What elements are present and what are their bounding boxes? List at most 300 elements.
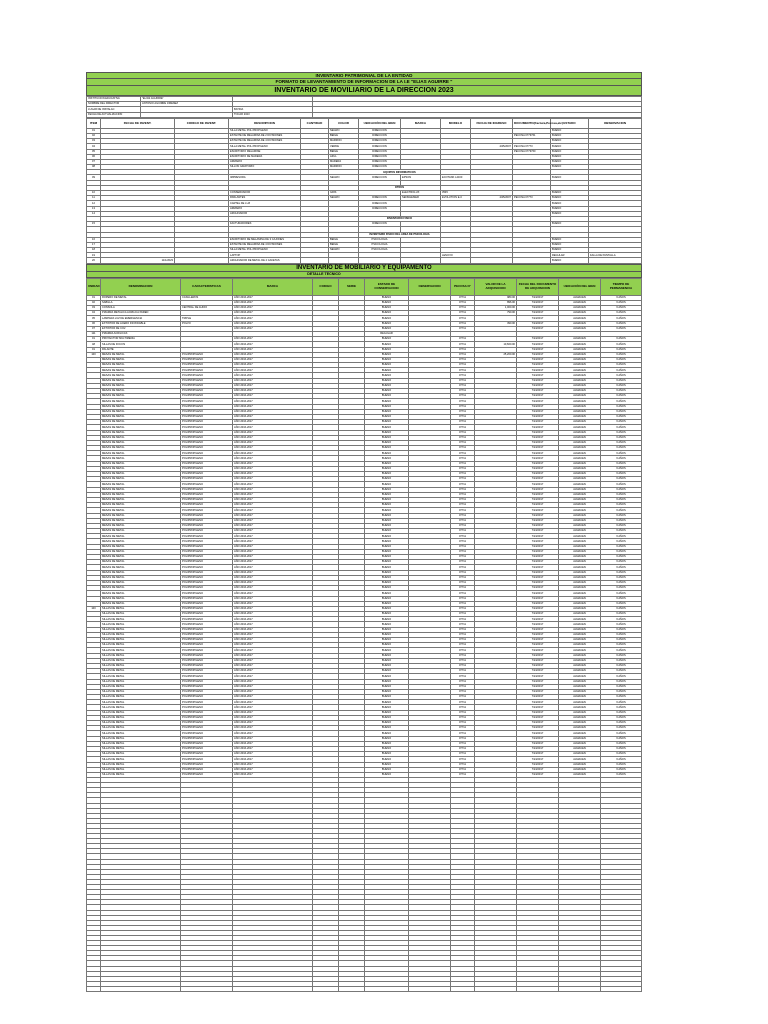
cell-ubicacion: ALMACEN — [559, 606, 601, 611]
cell-denominacion: MESAS DE METAL — [101, 529, 181, 534]
cell-ubic: DIRECCION — [359, 165, 401, 170]
cell-estado: BUENO — [551, 211, 589, 216]
cell-fecha: 7/24/2017 — [517, 539, 559, 544]
cell-estado: BUENO — [365, 632, 409, 637]
cell-tiempo: 6 AÑOS — [601, 368, 642, 373]
cell-pecosa: 07711 — [451, 430, 475, 435]
cell-caracteristicas: POLIPROPILENO — [181, 466, 233, 471]
cell-caracteristicas: POLIPROPILENO — [181, 684, 233, 689]
cell-fecha: 7/24/2017 — [517, 555, 559, 560]
cell-ubicacion: ALMACEN — [559, 643, 601, 648]
table1-header-cell: ESTADO — [551, 118, 589, 128]
cell-estado: BUENO — [365, 352, 409, 357]
cell-tiempo: 6 AÑOS — [601, 487, 642, 492]
cell-tiempo: 6 AÑOS — [601, 689, 642, 694]
cell-estado: BUENO — [365, 705, 409, 710]
info-label: INSTITUCION EDUCATIVA — [87, 97, 141, 102]
cell-estado: BUENO — [365, 752, 409, 757]
cell-denominacion: SILLAS DE METAL — [101, 721, 181, 726]
cell-caracteristicas: POLIPROPILENO — [181, 420, 233, 425]
cell-estado: BUENO — [365, 456, 409, 461]
table1-header-cell: CODIGO DE INVENT. — [175, 118, 229, 128]
cell-tiempo: 6 AÑOS — [601, 472, 642, 477]
cell-pecosa: 07711 — [451, 752, 475, 757]
cell-estado: BUENO — [365, 736, 409, 741]
cell-caracteristicas: POLIPROPILENO — [181, 648, 233, 653]
table2-header-cell: CARACTERISTICAS — [181, 278, 233, 295]
cell-denominacion: SILLAS DE METAL — [101, 617, 181, 622]
cell-denominacion: MESAS DE METAL — [101, 368, 181, 373]
cell-denominacion: MESAS DE METAL — [101, 591, 181, 596]
cell-marca: EPSON — [401, 175, 441, 180]
cell-marca: AÑO 2016-2017 — [233, 591, 313, 596]
cell-fecha: 7/24/2017 — [517, 627, 559, 632]
cell-marca: AÑO 2016-2017 — [233, 757, 313, 762]
cell-desc: ESTANTE DE MELAMINA DE 4 DIVISIONES — [229, 242, 301, 247]
cell-ubicacion: ALMACEN — [559, 757, 601, 762]
section-label: INVENTARIO FISICO DEL AREA DE PSICOLOGIA — [359, 232, 441, 237]
cell-marca: AÑO 2016-2017 — [233, 710, 313, 715]
cell-fecha: 7/24/2017 — [517, 679, 559, 684]
cell-ubicacion: ALMACEN — [559, 752, 601, 757]
cell-caracteristicas: POLIPROPILENO — [181, 726, 233, 731]
cell-tiempo: 6 AÑOS — [601, 446, 642, 451]
cell-marca: AÑO 2016-2017 — [233, 586, 313, 591]
cell-caracteristicas: POLIPROPILENO — [181, 482, 233, 487]
cell-ubicacion: ALMACEN — [559, 529, 601, 534]
cell-ubicacion: ALMACEN — [559, 767, 601, 772]
cell-pecosa: 07711 — [451, 669, 475, 674]
cell-estado: BUENO — [365, 617, 409, 622]
cell-pecosa: 07711 — [451, 472, 475, 477]
cell-caracteristicas: POLIPROPILENO — [181, 394, 233, 399]
cell-doc — [513, 258, 551, 263]
cell-caracteristicas: POLIPROPILENO — [181, 414, 233, 419]
cell-desc: ESCRITORIO DE MADERA — [229, 154, 301, 159]
cell-doc: PECOSA 0773761 — [513, 133, 551, 138]
cell-estado: BUENO — [365, 311, 409, 316]
cell-estado: BUENO — [365, 523, 409, 528]
cell-tiempo: 6 AÑOS — [601, 721, 642, 726]
cell-ubicacion: ALMACEN — [559, 632, 601, 637]
cell-modelo: ECOTANK L4160 — [441, 175, 471, 180]
cell-ubicacion: ALMACEN — [559, 746, 601, 751]
cell-pecosa: 07711 — [451, 539, 475, 544]
cell-ubicacion: ALMACEN — [559, 342, 601, 347]
cell-pecosa: 07711 — [451, 601, 475, 606]
cell-fecha: 7/24/2017 — [517, 451, 559, 456]
cell-pecosa: 07711 — [451, 414, 475, 419]
cell-marca: AÑO 2016-2017 — [233, 746, 313, 751]
cell-ubicacion: ALMACEN — [559, 394, 601, 399]
cell-estado: BUENO — [365, 643, 409, 648]
cell-denominacion: MESAS DE METAL — [101, 482, 181, 487]
cell-fecha: 7/24/2017 — [517, 466, 559, 471]
empty-cell — [339, 986, 365, 991]
cell-caracteristicas: POLIPROPILENO — [181, 741, 233, 746]
cell-marca: AÑO 2016-2017 — [233, 731, 313, 736]
cell-denominacion: MESAS DE METAL — [101, 394, 181, 399]
cell-pecosa: 07711 — [451, 606, 475, 611]
info-label: FECHA DE ACTUALIZACION — [87, 112, 141, 117]
cell-estado: BUENO — [365, 596, 409, 601]
cell-tiempo: 6 AÑOS — [601, 741, 642, 746]
cell-caracteristicas: POLIPROPILENO — [181, 451, 233, 456]
cell-marca: AÑO 2016-2017 — [233, 549, 313, 554]
cell-marca: AÑO 2016-2017 — [233, 596, 313, 601]
cell-tiempo: 6 AÑOS — [601, 399, 642, 404]
cell-ubicacion: ALMACEN — [559, 721, 601, 726]
cell-marca: AÑO 2016-2017 — [233, 306, 313, 311]
cell-caracteristicas: POLIPROPILENO — [181, 555, 233, 560]
cell-marca: AÑO 2016-2017 — [233, 601, 313, 606]
cell-marca: AÑO 2016-2017 — [233, 772, 313, 777]
cell-caracteristicas: POLIPROPILENO — [181, 705, 233, 710]
cell-fecha: 7/24/2017 — [517, 710, 559, 715]
cell-codigo — [175, 258, 229, 263]
cell-fecha: 7/24/2017 — [517, 580, 559, 585]
cell-tiempo: 6 AÑOS — [601, 482, 642, 487]
cell-denominacion: SILLAS DE METAL — [101, 746, 181, 751]
cell-ubicacion: ALMACEN — [559, 565, 601, 570]
cell-tiempo: 6 AÑOS — [601, 544, 642, 549]
cell-caracteristicas: POLIPROPILENO — [181, 456, 233, 461]
cell-pecosa: 07711 — [451, 518, 475, 523]
cell-estado: BUENO — [365, 622, 409, 627]
cell-pecosa: 07711 — [451, 399, 475, 404]
cell-marca: AÑO 2016-2017 — [233, 321, 313, 326]
cell-pecosa: 07711 — [451, 596, 475, 601]
cell-denominacion: SILLAS DE METAL — [101, 715, 181, 720]
cell-denominacion: SILLAS DE FOCOS — [101, 342, 181, 347]
cell-ubicacion: ALMACEN — [559, 658, 601, 663]
cell-tiempo: 6 AÑOS — [601, 306, 642, 311]
cell-item: 04 — [87, 144, 101, 149]
info-value: ANTONIO AGUIRRE JIMENEZ — [141, 102, 233, 107]
cell-estado: BUENO — [365, 414, 409, 419]
cell-marca: AÑO 2016-2017 — [233, 383, 313, 388]
cell-pecosa: 07711 — [451, 534, 475, 539]
cell-fecha: 7/24/2017 — [517, 456, 559, 461]
cell-fing: 4/25/2007 — [471, 144, 513, 149]
cell-fecha: 7/24/2017 — [517, 513, 559, 518]
cell-fecha: 7/24/2017 — [517, 746, 559, 751]
cell-tiempo: 6 AÑOS — [601, 653, 642, 658]
cell-ubicacion: ALMACEN — [559, 560, 601, 565]
cell-tiempo: 6 AÑOS — [601, 518, 642, 523]
cell-marca: AÑO 2016-2017 — [233, 695, 313, 700]
cell-estado: BUENO — [365, 544, 409, 549]
cell-fecha: 7/24/2017 — [517, 601, 559, 606]
cell-caracteristicas: POLIPROPILENO — [181, 653, 233, 658]
cell-fecha: 7/24/2017 — [517, 731, 559, 736]
cell-marca: AÑO 2016-2017 — [233, 565, 313, 570]
cell-caracteristicas: POLIPROPILENO — [181, 513, 233, 518]
cell-pecosa: 07711 — [451, 757, 475, 762]
cell-ubicacion: ALMACEN — [559, 368, 601, 373]
cell-tiempo: 6 AÑOS — [601, 456, 642, 461]
cell-valor: 896.00 — [475, 300, 517, 305]
inventory-table-direccion — [86, 118, 642, 264]
cell-pecosa: 07711 — [451, 523, 475, 528]
cell-item: 07 — [87, 159, 101, 164]
cell-denominacion: SILLAS DE METAL — [101, 700, 181, 705]
cell-pecosa: 07711 — [451, 456, 475, 461]
cell-estado: BUENO — [365, 726, 409, 731]
cell-estado: BUENO — [365, 679, 409, 684]
cell-marca: AÑO 2016-2017 — [233, 440, 313, 445]
cell-tiempo: 6 AÑOS — [601, 508, 642, 513]
cell-color: NEGRO — [329, 175, 359, 180]
cell-pecosa: 07711 — [451, 378, 475, 383]
cell-denominacion: SILLAS DE METAL — [101, 726, 181, 731]
cell-pecosa: 07711 — [451, 705, 475, 710]
cell-caracteristicas: POLIPROPILENO — [181, 409, 233, 414]
cell-valor: 10,660.00 — [475, 342, 517, 347]
cell-pecosa: 07711 — [451, 715, 475, 720]
table1-header-cell: MODELO — [441, 118, 471, 128]
cell-marca: AÑO 2016-2017 — [233, 300, 313, 305]
cell-estado: BUENO — [365, 689, 409, 694]
cell-estado: BUENO — [365, 342, 409, 347]
cell-caracteristicas: POLIPROPILENO — [181, 622, 233, 627]
table1-header-cell: DESCRIPCION — [229, 118, 301, 128]
cell-ubic: DIRECCION — [359, 133, 401, 138]
cell-denominacion: MESAS DE METAL — [101, 586, 181, 591]
cell-caracteristicas: POLIPROPILENO — [181, 435, 233, 440]
cell-denominacion: SILLAS DE METAL — [101, 684, 181, 689]
cell-ubicacion: ALMACEN — [559, 477, 601, 482]
cell-tiempo: 6 AÑOS — [601, 710, 642, 715]
cell-pecosa: 07711 — [451, 658, 475, 663]
cell-denominacion: MESAS DE METAL — [101, 513, 181, 518]
cell-marca: AÑO 2016-2017 — [233, 752, 313, 757]
cell-pecosa: 07711 — [451, 529, 475, 534]
cell-tiempo: 6 AÑOS — [601, 746, 642, 751]
cell-fecha: 7/24/2017 — [517, 518, 559, 523]
cell-marca: AÑO 2016-2017 — [233, 357, 313, 362]
empty-cell — [409, 986, 451, 991]
cell-tiempo: 6 AÑOS — [601, 669, 642, 674]
cell-tiempo: 6 AÑOS — [601, 352, 642, 357]
cell-denominacion: SILLAS DE METAL — [101, 622, 181, 627]
cell-estado: BUENO — [365, 638, 409, 643]
header-title-3: INVENTARIO DE MOVILIARIO DE LA DIRECCION 2023 — [86, 86, 642, 96]
cell-denominacion: SILLAS DE METAL — [101, 731, 181, 736]
cell-marca: AÑO 2016-2017 — [233, 679, 313, 684]
cell-tiempo: 6 AÑOS — [601, 591, 642, 596]
cell-denominacion: MESAS DE METAL — [101, 544, 181, 549]
cell-pecosa: 07711 — [451, 617, 475, 622]
cell-caracteristicas: POLIPROPILENO — [181, 627, 233, 632]
cell-marca: AÑO 2016-2017 — [233, 389, 313, 394]
cell-cant — [301, 258, 329, 263]
cell-ubicacion: ALMACEN — [559, 508, 601, 513]
empty-cell — [87, 986, 101, 991]
cell-item: 13 — [87, 206, 101, 211]
cell-estado: BUENO — [365, 580, 409, 585]
cell-fecha: 7/24/2017 — [517, 596, 559, 601]
cell-caracteristicas: POLIPROPILENO — [181, 580, 233, 585]
cell-marca: AÑO 2016-2017 — [233, 316, 313, 321]
cell-fecha: 7/24/2017 — [517, 612, 559, 617]
cell-tiempo: 6 AÑOS — [601, 534, 642, 539]
cell-fecha: 7/24/2017 — [517, 435, 559, 440]
cell-fecha: 7/24/2017 — [517, 492, 559, 497]
cell-marca: AÑO 2016-2017 — [233, 456, 313, 461]
cell-tiempo: 6 AÑOS — [601, 326, 642, 331]
cell-tiempo: 6 AÑOS — [601, 316, 642, 321]
cell-denominacion: SILLAS DE METAL — [101, 710, 181, 715]
cell-marca: AÑO 2016-2017 — [233, 414, 313, 419]
cell-pecosa: 07711 — [451, 446, 475, 451]
cell-estado: BUENO — [365, 565, 409, 570]
table1-header-cell: ITEM — [87, 118, 101, 128]
cell-pecosa: 07711 — [451, 549, 475, 554]
info-table — [86, 96, 642, 118]
cell-pecosa: 07711 — [451, 726, 475, 731]
cell-pecosa: 07711 — [451, 466, 475, 471]
cell-ubicacion: ALMACEN — [559, 648, 601, 653]
cell-denominacion: SABILLA — [101, 300, 181, 305]
cell-marca: AÑO 2016-2017 — [233, 632, 313, 637]
cell-estado: BUENO — [551, 201, 589, 206]
cell-color: BEIGE — [329, 237, 359, 242]
info-label: LUGAR DE INSTALAC — [87, 107, 141, 112]
cell-marca: AÑO 2016-2017 — [233, 368, 313, 373]
cell-marca: AÑO 2016-2017 — [233, 617, 313, 622]
cell-fecha: 7/24/2017 — [517, 715, 559, 720]
cell-caracteristicas: POLIPROPILENO — [181, 767, 233, 772]
cell-pecosa: 07711 — [451, 394, 475, 399]
cell-caracteristicas: POLIPROPILENO — [181, 383, 233, 388]
cell-unidad: 48 — [87, 342, 101, 347]
cell-caracteristicas: POLIPROPILENO — [181, 425, 233, 430]
cell-fecha: 7/24/2017 — [517, 404, 559, 409]
cell-estado: BUENO — [365, 508, 409, 513]
cell-pecosa: 07711 — [451, 674, 475, 679]
cell-fecha: 7/24/2017 — [517, 591, 559, 596]
cell-estado: BUENO — [365, 570, 409, 575]
cell-estado: BUENO — [365, 757, 409, 762]
cell-tiempo: 6 AÑOS — [601, 461, 642, 466]
cell-pecosa: 07711 — [451, 746, 475, 751]
cell-denominacion: MESAS DE METAL — [101, 466, 181, 471]
cell-desc: SILLON GIRATORIO — [229, 165, 301, 170]
cell-modelo: LENOVO — [441, 253, 471, 258]
cell-unidad: 07 — [87, 326, 101, 331]
cell-denominacion: MESAS DE METAL — [101, 539, 181, 544]
empty-cell — [233, 986, 313, 991]
cell-ubicacion: ALMACEN — [559, 420, 601, 425]
cell-ubicacion: ALMACEN — [559, 472, 601, 477]
cell-caracteristicas: POLIPROPILENO — [181, 596, 233, 601]
cell-denominacion: MESAS DE METAL — [101, 503, 181, 508]
cell-marca: AÑO 2016-2017 — [233, 378, 313, 383]
cell-estado: BUENO — [365, 357, 409, 362]
cell-caracteristicas: CASILLEROS — [181, 295, 233, 300]
cell-fecha: 7/24/2017 — [517, 363, 559, 368]
cell-valor: 980.00 — [475, 295, 517, 300]
cell-ubicacion: ALMACEN — [559, 736, 601, 741]
cell-estado: BUENO — [551, 222, 589, 227]
cell-denominacion: SILLAS DE METAL — [101, 658, 181, 663]
cell-pecosa: 07711 — [451, 342, 475, 347]
cell-tiempo: 6 AÑOS — [601, 596, 642, 601]
cell-ubicacion: ALMACEN — [559, 731, 601, 736]
cell-tiempo: 6 AÑOS — [601, 736, 642, 741]
cell-denominacion: PROYECTOR MULTIMEDIA — [101, 337, 181, 342]
cell-denominacion: MESAS DE METAL — [101, 409, 181, 414]
cell-ubic — [359, 258, 401, 263]
cell-caracteristicas: POLIPROPILENO — [181, 772, 233, 777]
cell-caracteristicas: POLIPROPILENO — [181, 389, 233, 394]
cell-pecosa: 07711 — [451, 326, 475, 331]
cell-denominacion: PIZARRA ACRILICAS — [101, 331, 181, 336]
cell-pecosa: 07711 — [451, 575, 475, 580]
cell-ubicacion: ALMACEN — [559, 586, 601, 591]
cell-tiempo: 6 AÑOS — [601, 622, 642, 627]
cell-caracteristicas: POLIPROPILENO — [181, 746, 233, 751]
cell-caracteristicas: POLIPROPILENO — [181, 606, 233, 611]
cell-estado: BUENO — [551, 258, 589, 263]
cell-caracteristicas: POLIPROPILENO — [181, 601, 233, 606]
cell-caracteristicas: POLIPROPILENO — [181, 658, 233, 663]
cell-fecha: 7/24/2017 — [517, 300, 559, 305]
cell-estado: BUENO — [365, 430, 409, 435]
cell-item: 19 — [87, 253, 101, 258]
cell-ubicacion: ALMACEN — [559, 622, 601, 627]
cell-ubicacion: ALMACEN — [559, 612, 601, 617]
cell-tiempo: 6 AÑOS — [601, 394, 642, 399]
cell-tiempo: 6 AÑOS — [601, 409, 642, 414]
cell-fecha: 7/24/2017 — [517, 446, 559, 451]
cell-item: 14 — [87, 211, 101, 216]
cell-marca: AÑO 2016-2017 — [233, 663, 313, 668]
cell-color: VERDE — [329, 144, 359, 149]
cell-marca: AÑO 2016-2017 — [233, 503, 313, 508]
info-row — [87, 112, 642, 117]
cell-caracteristicas: POLIPROPILENO — [181, 404, 233, 409]
cell-estado: BUENO — [365, 612, 409, 617]
cell-color: BEIGE — [329, 133, 359, 138]
cell-estado: BUENO — [365, 446, 409, 451]
cell-ubicacion: ALMACEN — [559, 513, 601, 518]
cell-pecosa: 07711 — [451, 591, 475, 596]
cell-marca: AÑO 2016-2017 — [233, 529, 313, 534]
cell-estado: BUENO — [365, 425, 409, 430]
cell-denominacion: MESAS DE METAL — [101, 378, 181, 383]
cell-ubic: DIRECCION — [359, 149, 401, 154]
empty-cell — [559, 986, 601, 991]
cell-caracteristicas: POLVO — [181, 321, 233, 326]
cell-tiempo: 6 AÑOS — [601, 601, 642, 606]
cell-ubic: DIRECCION — [359, 175, 401, 180]
cell-item: 05 — [87, 149, 101, 154]
cell-fecha: 7/24/2017 — [517, 425, 559, 430]
cell-ubicacion: ALMACEN — [559, 534, 601, 539]
cell-denominacion: CONSOLA — [101, 306, 181, 311]
cell-pecosa: 07711 — [451, 508, 475, 513]
cell-ubicacion: ALMACEN — [559, 741, 601, 746]
cell-denominacion: MESAS DE METAL — [101, 601, 181, 606]
cell-caracteristicas: POLIPROPILENO — [181, 689, 233, 694]
cell-caracteristicas: POLIPROPILENO — [181, 586, 233, 591]
cell-pecosa: 07711 — [451, 461, 475, 466]
cell-fecha: 7/24/2017 — [517, 326, 559, 331]
cell-estado: BUENO — [365, 663, 409, 668]
cell-color: MARRON — [329, 139, 359, 144]
